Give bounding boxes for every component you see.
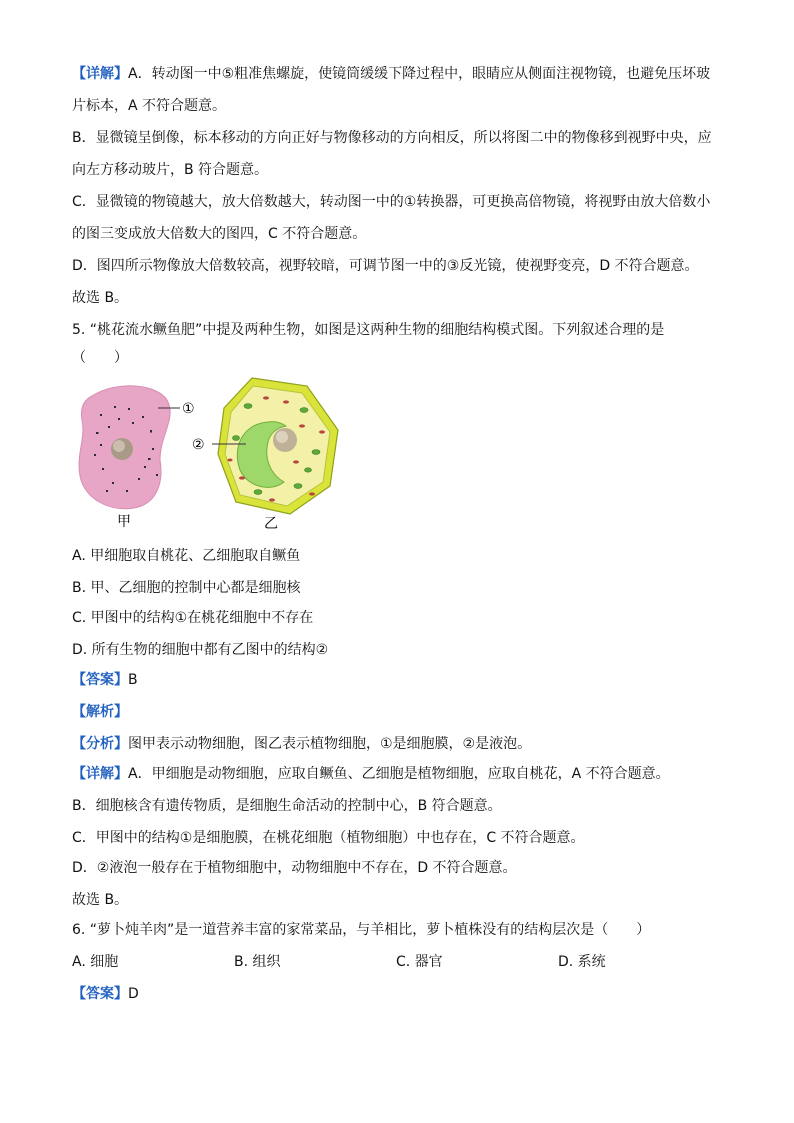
q4-detail-line3: B．显微镜呈倒像，标本移动的方向正好与物像移动的方向相反，所以将图二中的物像移到视野中央，应 bbox=[72, 130, 712, 146]
q5-option-d: D. 所有生物的细胞中都有乙图中的结构② bbox=[72, 642, 329, 658]
q5-stem: 5. “桃花流水鳜鱼肥”中提及两种生物，如图是这两种生物的细胞结构模式图。下列叙述合理的是 bbox=[72, 322, 665, 338]
plant-cell-yi bbox=[218, 378, 338, 514]
animal-cell-jia bbox=[79, 386, 170, 509]
q4-detail-line5: C．显微镜的物镜越大，放大倍数越大，转动图一中的①转换器，可更换高倍物镜，将视野由放大倍数小 bbox=[72, 194, 711, 210]
q6-option-d: D. 系统 bbox=[558, 954, 606, 970]
q5-fenxi: 【分析】图甲表示动物细胞，图乙表示植物细胞，①是细胞膜，②是液泡。 bbox=[72, 736, 532, 752]
cell-structure-figure bbox=[72, 374, 372, 532]
q4-detail-line4: 向左方移动玻片，B 符合题意。 bbox=[72, 162, 269, 178]
detail-tag: 【详解】 bbox=[72, 66, 128, 82]
q5-detail-c: C．甲图中的结构①是细胞膜，在桃花细胞（植物细胞）中也存在，C 不符合题意。 bbox=[72, 830, 585, 846]
marker-1: ① bbox=[182, 401, 195, 417]
q4-detail-line7: D．图四所示物像放大倍数较高，视野较暗，可调节图一中的③反光镜，使视野变亮，D 不符合题意。 bbox=[72, 258, 699, 274]
q5-answer: 【答案】B bbox=[72, 672, 138, 688]
label-jia: 甲 bbox=[117, 514, 131, 530]
q6-answer: 【答案】D bbox=[72, 986, 139, 1002]
q5-detail-a: 【详解】A．甲细胞是动物细胞，应取自鳜鱼、乙细胞是植物细胞，应取自桃花，A 不符合题意。 bbox=[72, 766, 670, 782]
label-yi: 乙 bbox=[264, 516, 278, 532]
q6-option-c: C. 器官 bbox=[396, 954, 443, 970]
q5-detail-d: D．②液泡一般存在于植物细胞中，动物细胞中不存在，D 不符合题意。 bbox=[72, 860, 517, 876]
q4-conclusion: 故选 B。 bbox=[72, 290, 129, 306]
q5-detail-b: B．细胞核含有遗传物质，是细胞生命活动的控制中心，B 符合题意。 bbox=[72, 798, 502, 814]
q4-detail-line6: 的图三变成放大倍数大的图四，C 不符合题意。 bbox=[72, 226, 367, 242]
q6-option-a: A. 细胞 bbox=[72, 954, 119, 970]
q6-option-b: B. 组织 bbox=[234, 954, 281, 970]
q5-conclusion: 故选 B。 bbox=[72, 892, 129, 908]
q6-stem: 6. “萝卜炖羊肉”是一道营养丰富的家常菜品，与羊相比，萝卜植株没有的结构层次是（ ） bbox=[72, 922, 651, 938]
marker-2: ② bbox=[192, 437, 205, 453]
q4-detail-line2: 片标本，A 不符合题意。 bbox=[72, 98, 227, 114]
q5-paren: （ ） bbox=[72, 350, 128, 366]
q5-option-b: B. 甲、乙细胞的控制中心都是细胞核 bbox=[72, 580, 301, 596]
q5-option-c: C. 甲图中的结构①在桃花细胞中不存在 bbox=[72, 610, 314, 626]
q5-option-a: A. 甲细胞取自桃花、乙细胞取自鳜鱼 bbox=[72, 548, 301, 564]
q5-analysis-tag: 【解析】 bbox=[72, 704, 128, 720]
q4-detail-line1: 【详解】A．转动图一中⑤粗准焦螺旋，使镜筒缓缓下降过程中，眼睛应从侧面注视物镜，也避免压坏玻 bbox=[72, 66, 711, 82]
